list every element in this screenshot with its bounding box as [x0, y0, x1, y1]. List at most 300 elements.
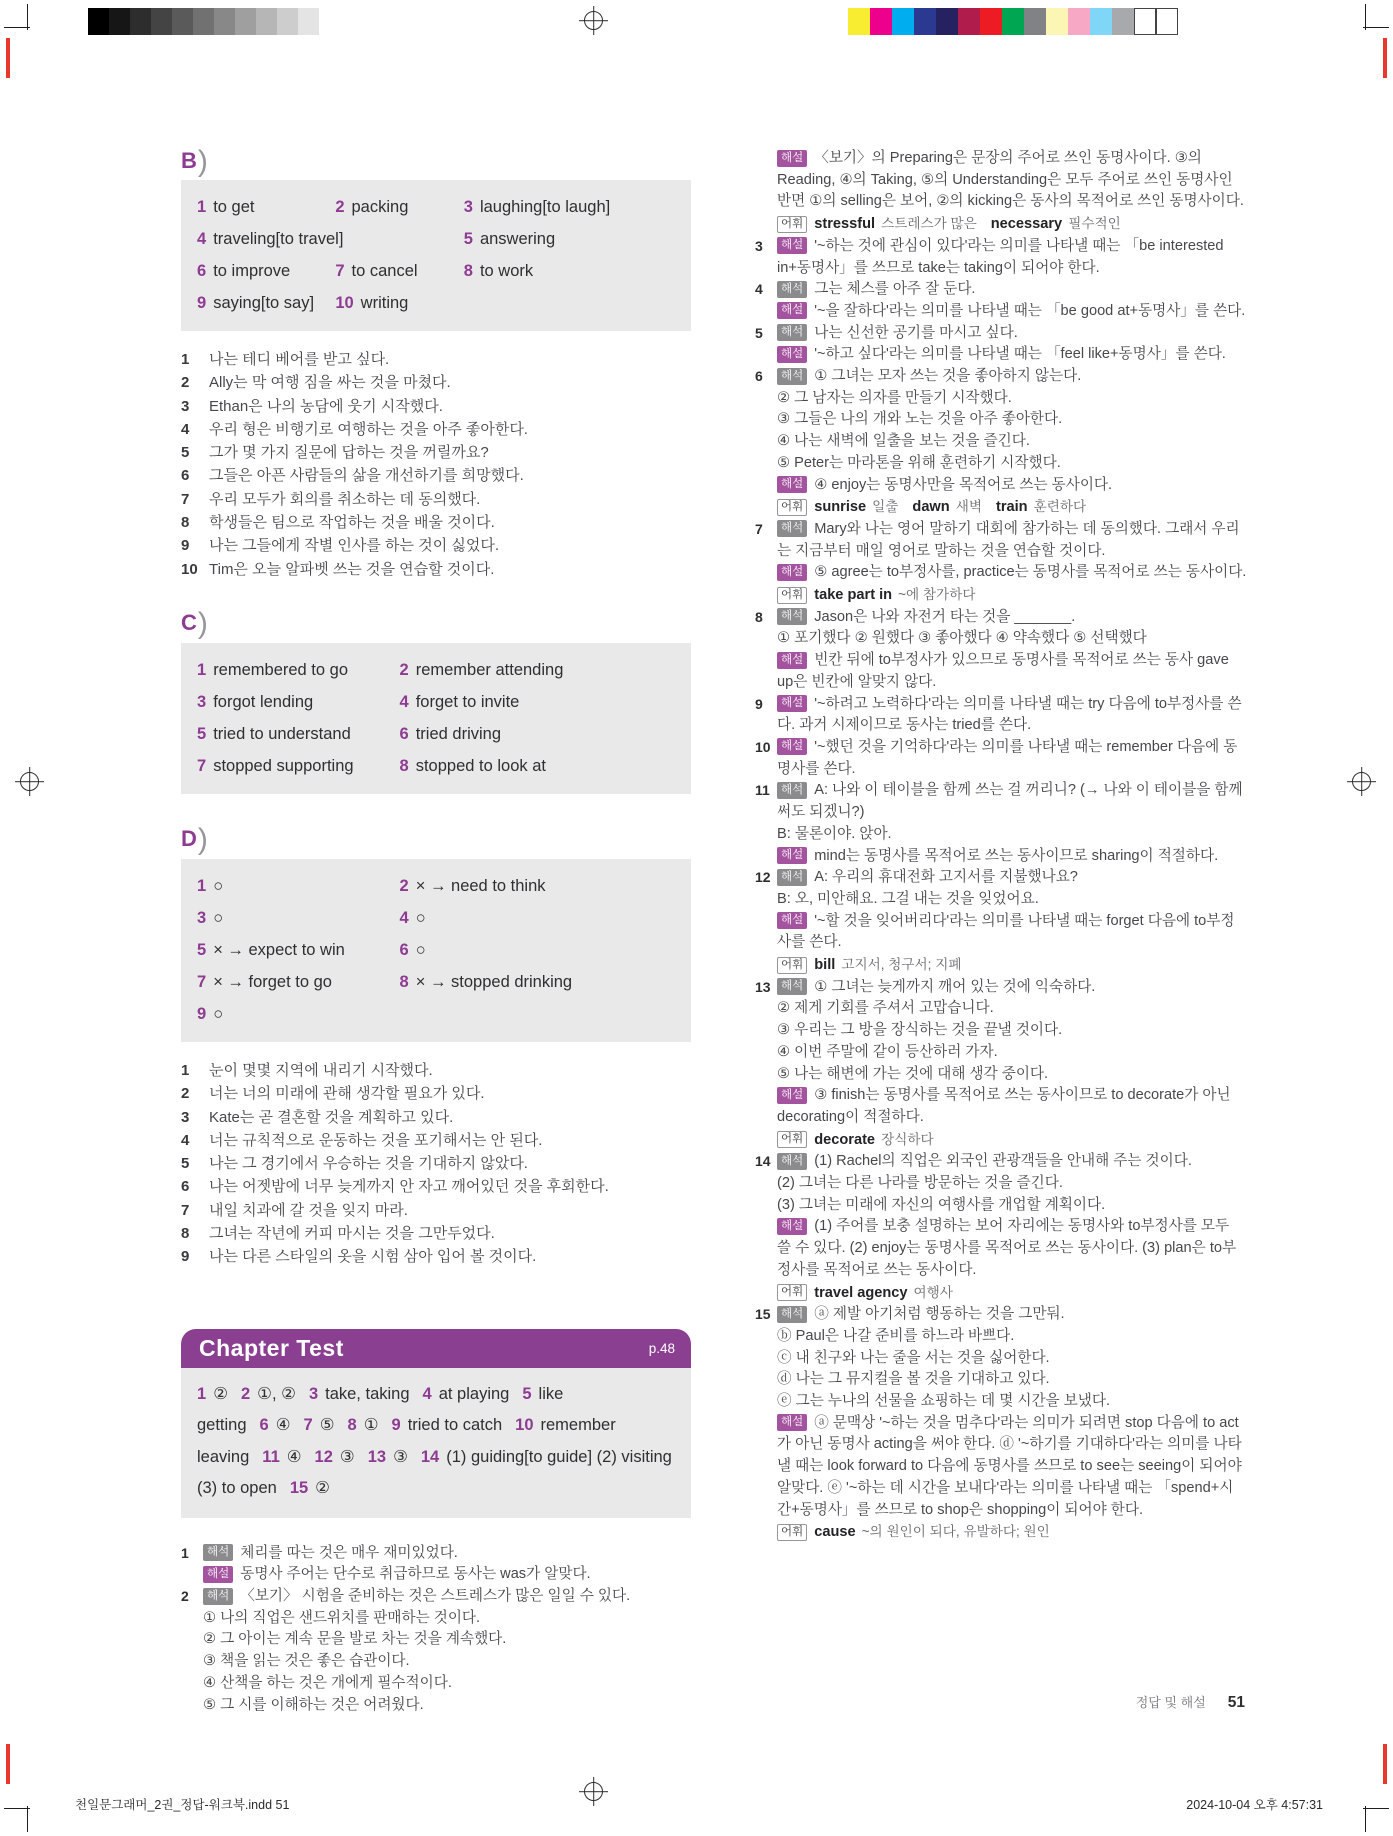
explanation-paragraph: [777, 562, 1247, 584]
answer-cell: [197, 936, 400, 965]
explanation-text: ① 포기했다 ② 원했다 ③ 좋아했다 ④ 약속했다 ⑤ 선택했다: [777, 630, 1147, 647]
grayscale-swatch: [109, 8, 130, 35]
answer-number: 7: [197, 756, 207, 775]
sentence-item: [181, 1175, 691, 1198]
explanation-text: A: 우리의 휴대전화 고지서를 지불했나요?: [814, 869, 1078, 886]
badge-explain: 해설: [777, 150, 807, 167]
answer-cell: [197, 904, 400, 933]
explanation-body: [777, 323, 1247, 366]
explanation-paragraph: [777, 344, 1247, 366]
badge-vocab: 어휘: [777, 216, 807, 233]
explanation-text: 〈보기〉의 Preparing은 문장의 주어로 쓰인 동명사이다. ③의 Reading, ④의 Taking, ⑤의 Understanding은 모두 주어로 쓰인 동명사인 반면 ①의 selling은 보어, ②의 kicking은 동사의 목적어로 쓰인 동명사이다.: [777, 150, 1244, 210]
item-number: 1: [181, 1544, 189, 1561]
section-letter: B: [181, 148, 197, 173]
page-footer: [1136, 1692, 1245, 1712]
explanation-block: [755, 1151, 1247, 1304]
sentence-list-d: [181, 1059, 691, 1269]
explanation-text: '~하려고 노력하다'라는 의미를 나타낼 때는 try 다음에 to부정사를 쓴다. 과거 시제이므로 동사는 tried를 쓴다.: [777, 695, 1242, 734]
explanation-body: [777, 279, 1247, 322]
explanation-paragraph: [203, 1564, 691, 1586]
explanation-paragraph: [777, 824, 1247, 846]
answer-text: take, taking: [325, 1384, 410, 1403]
chapter-test-answer: [262, 1448, 301, 1466]
explanation-block: [755, 236, 1247, 279]
explanation-paragraph: [777, 1282, 1247, 1305]
sentence-number: 7: [181, 490, 190, 508]
answer-text: to cancel: [351, 262, 418, 280]
explanation-paragraph: [777, 1348, 1247, 1370]
explanation-paragraph: [777, 496, 1247, 519]
explanation-paragraph: [777, 366, 1247, 388]
explanation-text: ① 그녀는 늦게까지 깨어 있는 것에 익숙하다.: [814, 978, 1096, 995]
badge-explain: 해설: [203, 1566, 233, 1583]
answer-text: like getting: [197, 1384, 564, 1435]
badge-vocab: 어휘: [777, 1284, 807, 1301]
answer-text: ○: [415, 908, 426, 927]
crop-mark: [4, 27, 30, 28]
explanation-block: [755, 694, 1247, 737]
answer-number: 8: [463, 262, 473, 280]
explanation-paragraph: [777, 1391, 1247, 1413]
answer-text: ④: [275, 1416, 291, 1435]
explanation-body: [777, 867, 1247, 977]
explanation-text: (2) 그녀는 다른 나라를 방문하는 것을 즐긴다.: [777, 1175, 1063, 1192]
explanation-paragraph: [203, 1629, 691, 1651]
chapter-test-answer: [197, 1385, 228, 1403]
explanation-paragraph: [777, 1064, 1247, 1086]
answer-cell: [464, 225, 691, 254]
answer-text: ○: [415, 940, 426, 959]
explanation-paragraph: [777, 998, 1247, 1020]
explanation-text: ② 제게 기회를 주셔서 고맙습니다.: [777, 1000, 994, 1017]
badge-explain: 해설: [777, 302, 807, 319]
sentence-item: [181, 511, 691, 534]
sentence-item: [181, 441, 691, 464]
section-arc-decoration: ): [197, 822, 208, 856]
answer-cell: [400, 936, 691, 965]
answer-cell: [464, 193, 691, 222]
answer-text: × → need to think: [415, 876, 546, 895]
item-number: 8: [755, 608, 763, 625]
answer-text: remember leaving: [197, 1416, 616, 1466]
explanation-paragraph: [777, 323, 1247, 345]
explanation-paragraph: [777, 1369, 1247, 1391]
explanation-text: 빈칸 뒤에 to부정사가 있으므로 동명사를 목적어로 쓰는 동사 gave up은 빈칸에 알맞지 않다.: [777, 652, 1229, 690]
answer-number: 12: [314, 1447, 333, 1466]
answer-number: 3: [197, 692, 207, 711]
vocab-word: decorate: [814, 1131, 876, 1148]
answer-number: 3: [308, 1384, 319, 1403]
answer-number: 4: [399, 908, 409, 927]
answer-cell: [197, 257, 335, 286]
explanation-paragraph: [777, 584, 1247, 607]
badge-translate: 해석: [777, 324, 807, 341]
answer-text: laughing[to laugh]: [479, 198, 611, 216]
answer-number: 9: [391, 1416, 401, 1435]
answer-cell: [400, 872, 691, 901]
sentence-text: 우리 형은 비행기로 여행하는 것을 아주 좋아한다.: [209, 420, 528, 438]
sentence-text: 너는 너의 미래에 관해 생각할 필요가 있다.: [209, 1085, 485, 1103]
answer-cell: [197, 688, 400, 717]
answer-text: packing: [351, 198, 409, 216]
color-swatch: [914, 8, 936, 35]
explanation-paragraph: [777, 388, 1247, 410]
badge-translate: 해석: [777, 608, 807, 625]
outlined-swatch: [1134, 8, 1156, 35]
explanation-text: ⓓ 나는 그 뮤지컬을 볼 것을 기대하고 있다.: [777, 1371, 1050, 1388]
item-number: 9: [755, 695, 763, 712]
color-swatch: [936, 8, 958, 35]
chapter-test-title: Chapter Test: [199, 1334, 344, 1361]
crop-mark: [1363, 1808, 1389, 1809]
explanation-text: 그는 체스를 아주 잘 둔다.: [814, 281, 976, 298]
sentence-text: 그들은 아픈 사람들의 삶을 개선하기를 희망했다.: [209, 467, 524, 485]
explanation-block: [755, 607, 1247, 694]
explanation-paragraph: [777, 607, 1247, 629]
answer-text: remembered to go: [213, 660, 349, 679]
sentence-text: 나는 그 경기에서 우승하는 것을 기대하지 않았다.: [209, 1155, 528, 1173]
chapter-test-answer: [368, 1448, 408, 1466]
vocab-word: necessary: [990, 216, 1063, 233]
answer-number: 10: [335, 294, 354, 312]
item-number: 14: [755, 1153, 771, 1170]
answer-cell: [197, 752, 400, 781]
explanation-paragraph: [203, 1543, 691, 1565]
item-number: 11: [755, 782, 770, 799]
answer-text: ②: [315, 1479, 330, 1498]
badge-explain: 해설: [777, 237, 807, 254]
badge-explain: 해설: [777, 652, 807, 669]
answer-text: remember attending: [415, 660, 564, 679]
print-timestamp: 2024-10-04 오후 4:57:31: [1186, 1798, 1323, 1812]
chapter-test-answer-box: [181, 1368, 691, 1518]
explanation-paragraph: [777, 846, 1247, 868]
explanation-paragraph: [777, 1413, 1247, 1522]
explanation-text: (1) Rachel의 직업은 외국인 관광객들을 안내해 주는 것이다.: [814, 1153, 1192, 1170]
explanation-text: ② 그 아이는 계속 문을 발로 차는 것을 계속했다.: [203, 1631, 507, 1648]
sentence-number: 8: [181, 514, 190, 532]
answer-text: forgot lending: [213, 692, 314, 711]
explanation-text: ⓒ 내 친구와 나는 줄을 서는 것을 싫어한다.: [777, 1349, 1050, 1366]
answer-cell: [335, 257, 463, 286]
badge-vocab: 어휘: [777, 957, 807, 974]
answer-number: 5: [197, 724, 207, 743]
sentence-text: 그녀는 작년에 커피 마시는 것을 그만두었다.: [209, 1225, 495, 1243]
badge-translate: 해석: [203, 1588, 233, 1605]
explanation-text: '~하는 것에 관심이 있다'라는 의미를 나타낼 때는 「be interested in+동명사」를 쓰므로 take는 taking이 되어야 한다.: [777, 237, 1224, 276]
explanation-text: 동명사 주어는 단수로 취급하므로 동사는 was가 알맞다.: [240, 1566, 591, 1583]
explanation-block: [755, 737, 1247, 780]
sentence-text: 그가 몇 가지 질문에 답하는 것을 꺼릴까요?: [209, 444, 489, 462]
chapter-test-answer: [304, 1416, 335, 1434]
badge-explain: 해설: [777, 695, 807, 712]
explanation-paragraph: [203, 1695, 691, 1717]
explanation-block: [181, 1543, 691, 1586]
answer-number: 4: [399, 692, 409, 711]
sentence-item: [181, 1245, 691, 1268]
explanation-paragraph: [777, 1020, 1247, 1042]
explanation-text: ⓐ 문맥상 '~하는 것을 멈추다'라는 의미가 되려면 stop 다음에 to act가 아닌 동명사 acting을 써야 한다. ⓓ '~하기를 기대하다'라는 의미를 나타낼 때는 look forward to 다음에 동명사를 쓰므로 to see는 seeing이 되어야 알맞다. ⓔ '~하는 데 시간을 보내다'라는 의미를 나타낼 때는 「spend+시간+동명사」를 쓰므로 to shop은 shopping이 되어야 한다.: [777, 1414, 1242, 1518]
explanation-paragraph: [777, 1151, 1247, 1173]
item-number: 12: [755, 869, 771, 886]
color-swatch: [980, 8, 1002, 35]
explanation-paragraph: [777, 737, 1247, 780]
badge-explain: 해설: [777, 912, 807, 929]
chapter-test-answer: [348, 1416, 379, 1434]
answer-cell: [400, 688, 691, 717]
item-number: 7: [755, 520, 763, 537]
answer-number: 5: [463, 230, 473, 248]
explanation-paragraph: [777, 475, 1247, 497]
vocab-meaning: 필수적인: [1068, 216, 1121, 232]
answer-number: 10: [515, 1416, 534, 1435]
section-c: [181, 604, 691, 794]
chapter-test-answer: [392, 1416, 503, 1434]
explanation-body: [777, 780, 1247, 867]
answer-number: 8: [347, 1416, 357, 1435]
sentence-number: 2: [181, 374, 190, 392]
vocab-meaning: 훈련하다: [1033, 499, 1087, 515]
sentence-number: 6: [181, 1178, 190, 1196]
explanation-paragraph: [777, 301, 1247, 323]
item-number: 3: [755, 237, 763, 254]
badge-translate: 해석: [777, 1306, 807, 1323]
explanation-block: [755, 780, 1247, 867]
explanation-body: [203, 1543, 691, 1586]
red-bleed-mark: [6, 1744, 10, 1784]
answer-text: ○: [213, 908, 224, 927]
vocab-meaning: ~의 원인이 되다, 유발하다; 원인: [861, 1524, 1050, 1540]
explanation-text: (1) 주어를 보충 설명하는 보어 자리에는 동명사와 to부정사를 모두 쓸 수 있다. (2) enjoy는 동명사를 목적어로 쓰는 동사이다. (3) plan은 to부정사를 목적어로 쓰는 동사이다.: [777, 1218, 1237, 1278]
vocab-word: dawn: [912, 499, 950, 516]
sentence-number: 9: [181, 1248, 190, 1266]
answer-text: to improve: [213, 262, 291, 280]
answer-number: 6: [197, 262, 207, 280]
explanation-text: ③ 책을 읽는 것은 좋은 습관이다.: [203, 1653, 410, 1670]
outlined-swatch: [1156, 8, 1178, 35]
answer-number: 13: [367, 1447, 387, 1466]
answer-text: ④: [286, 1447, 302, 1466]
answer-number: 3: [197, 908, 207, 927]
answer-text: to work: [479, 262, 534, 280]
explanation-paragraph: [777, 519, 1247, 562]
explanation-block: [181, 1586, 691, 1716]
color-calibration-bar: [848, 8, 1178, 35]
explanation-paragraph: [777, 954, 1247, 977]
answer-text: × → stopped drinking: [415, 972, 573, 991]
sentence-text: 우리 모두가 회의를 취소하는 데 동의했다.: [209, 490, 481, 508]
explanation-paragraph: [777, 148, 1247, 213]
explanation-paragraph: [203, 1673, 691, 1695]
answer-number: 2: [335, 198, 345, 216]
answer-number: 15: [289, 1479, 309, 1498]
explanation-body: [777, 366, 1247, 519]
badge-explain: 해설: [777, 1414, 807, 1431]
explanation-paragraph: [777, 279, 1247, 301]
sentence-item: [181, 1059, 691, 1082]
sentence-number: 6: [181, 467, 190, 485]
color-swatch: [1090, 8, 1112, 35]
explanation-text: ③ 그들은 나의 개와 노는 것을 아주 좋아한다.: [777, 411, 1063, 428]
explanation-block: [755, 519, 1247, 607]
sentence-item: [181, 395, 691, 418]
answer-box-c: [181, 643, 691, 794]
answer-number: 7: [303, 1416, 313, 1435]
sentence-text: 나는 그들에게 작별 인사를 하는 것이 싫었다.: [209, 537, 499, 555]
answer-number: 6: [399, 724, 409, 743]
answer-cell: [197, 720, 400, 749]
section-arc-decoration: ): [197, 145, 208, 178]
explanation-paragraph: [777, 1326, 1247, 1348]
answer-text: ②: [213, 1384, 228, 1403]
sentence-text: 나는 테디 베어를 받고 싶다.: [209, 351, 390, 368]
sentence-text: Tim은 오늘 알파벳 쓰는 것을 연습할 것이다.: [209, 560, 495, 578]
color-swatch: [1024, 8, 1046, 35]
vocab-meaning: 장식하다: [881, 1131, 934, 1147]
answer-text: ①, ②: [257, 1384, 296, 1403]
explanation-text: ⓐ 제발 아기처럼 행동하는 것을 그만둬.: [814, 1306, 1065, 1323]
answer-text: ③: [339, 1447, 355, 1466]
explanation-block: [755, 279, 1247, 322]
section-b-heading: [181, 142, 691, 178]
explanation-body: [777, 1151, 1247, 1304]
sentence-number: 9: [181, 537, 190, 555]
answer-text: ③: [393, 1447, 408, 1466]
explanation-text: 나는 신선한 공기를 마시고 싶다.: [814, 324, 1018, 341]
explanation-paragraph: [777, 236, 1247, 279]
red-bleed-mark: [1383, 38, 1387, 78]
vocab-word: train: [995, 499, 1028, 516]
badge-translate: 해석: [777, 978, 807, 995]
vocab-word: stressful: [814, 216, 876, 233]
answer-number: 7: [197, 972, 207, 991]
badge-vocab: 어휘: [777, 1524, 807, 1541]
explanation-body: [777, 519, 1247, 607]
vocab-meaning: 일출: [872, 499, 899, 515]
answer-text: × → expect to win: [213, 940, 345, 959]
explanation-paragraph: [777, 431, 1247, 453]
sentence-list-b: [181, 348, 691, 581]
chapter-test-answer: [260, 1416, 291, 1434]
answer-cell: [400, 904, 691, 933]
item-number: [755, 148, 777, 236]
badge-translate: 해석: [777, 368, 807, 385]
answer-number: 6: [259, 1416, 269, 1435]
item-number: 6: [755, 368, 763, 385]
item-number: 5: [755, 324, 763, 341]
item-number: 4: [755, 281, 763, 298]
chapter-test-answer: [315, 1448, 355, 1466]
answer-cell: [400, 968, 691, 997]
badge-translate: 해석: [777, 782, 807, 799]
sentence-number: 10: [181, 560, 198, 578]
vocab-meaning: 새벽: [955, 499, 982, 515]
explanation-paragraph: [777, 1042, 1247, 1064]
print-filename: 천일문그래머_2권_정답-워크북.indd 51: [75, 1798, 290, 1812]
sentence-text: 내일 치과에 갈 것을 잊지 마라.: [209, 1201, 408, 1219]
explanation-block: [755, 366, 1247, 519]
explanation-paragraph: [777, 911, 1247, 954]
left-column: [181, 0, 691, 1716]
answer-text: × → forget to go: [213, 972, 332, 991]
explanation-block: [755, 867, 1247, 977]
sentence-number: 5: [181, 1155, 190, 1173]
answer-text: stopped to look at: [415, 756, 546, 775]
sentence-item: [181, 1222, 691, 1245]
chapter-test-answer: [309, 1385, 410, 1403]
grayscale-swatch: [88, 8, 109, 35]
explanation-text: '~하고 싶다'라는 의미를 나타낼 때는 「feel like+동명사」를 쓴다.: [814, 346, 1226, 363]
answer-number: 3: [463, 198, 473, 216]
color-swatch: [848, 8, 870, 35]
answer-number: 2: [240, 1384, 251, 1403]
section-d: [181, 820, 691, 1269]
answer-text: at playing: [438, 1384, 510, 1403]
answer-cell: [400, 656, 691, 685]
explanation-text: '~할 것을 잊어버리다'라는 의미를 나타낼 때는 forget 다음에 to부정사를 쓴다.: [777, 912, 1235, 951]
answer-number: 4: [197, 230, 207, 248]
vocab-meaning: 여행사: [913, 1284, 953, 1300]
answer-number: 6: [399, 940, 409, 959]
explanation-paragraph: [777, 628, 1247, 650]
explanation-paragraph: [777, 889, 1247, 911]
badge-explain: 해설: [777, 1087, 807, 1104]
explanation-text: ⑤ 그 시를 이해하는 것은 어려웠다.: [203, 1696, 424, 1713]
badge-explain: 해설: [777, 476, 807, 493]
explanation-text: (3) 그녀는 미래에 자신의 여행사를 개업할 계획이다.: [777, 1196, 1106, 1213]
explanation-block: [755, 977, 1247, 1152]
vocab-word: sunrise: [814, 499, 867, 516]
explanation-body: [777, 977, 1247, 1152]
color-swatch: [892, 8, 914, 35]
crop-mark: [27, 1806, 28, 1832]
answer-cell: [197, 193, 335, 222]
sentence-item: [181, 464, 691, 487]
answer-text: ⑤: [319, 1416, 335, 1435]
explanation-paragraph: [777, 650, 1247, 693]
explanation-paragraph: [777, 409, 1247, 431]
chapter-test-explanations: [181, 1543, 691, 1717]
chapter-test-answer: [423, 1385, 510, 1403]
badge-translate: 해석: [777, 281, 807, 298]
answer-text: tried to understand: [213, 724, 351, 743]
section-d-heading: [181, 820, 691, 856]
sentence-number: 3: [181, 1108, 190, 1126]
grayscale-swatch: [130, 8, 151, 35]
vocab-meaning: 고지서, 청구서; 지폐: [841, 957, 962, 973]
answer-number: 1: [197, 876, 207, 895]
color-swatch: [870, 8, 892, 35]
answer-number: 2: [399, 876, 409, 895]
section-c-heading: [181, 604, 691, 640]
vocab-meaning: ~에 참가하다: [898, 587, 976, 603]
answer-text: stopped supporting: [213, 756, 354, 775]
sentence-number: 3: [181, 397, 190, 415]
sentence-item: [181, 348, 691, 371]
section-letter: D: [181, 825, 197, 851]
sentence-item: [181, 1199, 691, 1222]
answer-cell: [197, 872, 400, 901]
answer-number: 1: [197, 1384, 207, 1403]
answer-number: 1: [197, 660, 207, 679]
explanation-text: ⓔ 그는 누나의 선물을 쇼핑하는 데 몇 시간을 보냈다.: [777, 1393, 1111, 1410]
sentence-number: 1: [181, 1061, 190, 1079]
vocab-word: travel agency: [814, 1284, 908, 1301]
explanation-paragraph: [777, 453, 1247, 475]
sentence-text: 나는 어젯밤에 너무 늦게까지 안 자고 깨어있던 것을 후회한다.: [209, 1178, 609, 1196]
chapter-test-answer: [241, 1385, 296, 1403]
answer-box-b: [181, 180, 691, 331]
